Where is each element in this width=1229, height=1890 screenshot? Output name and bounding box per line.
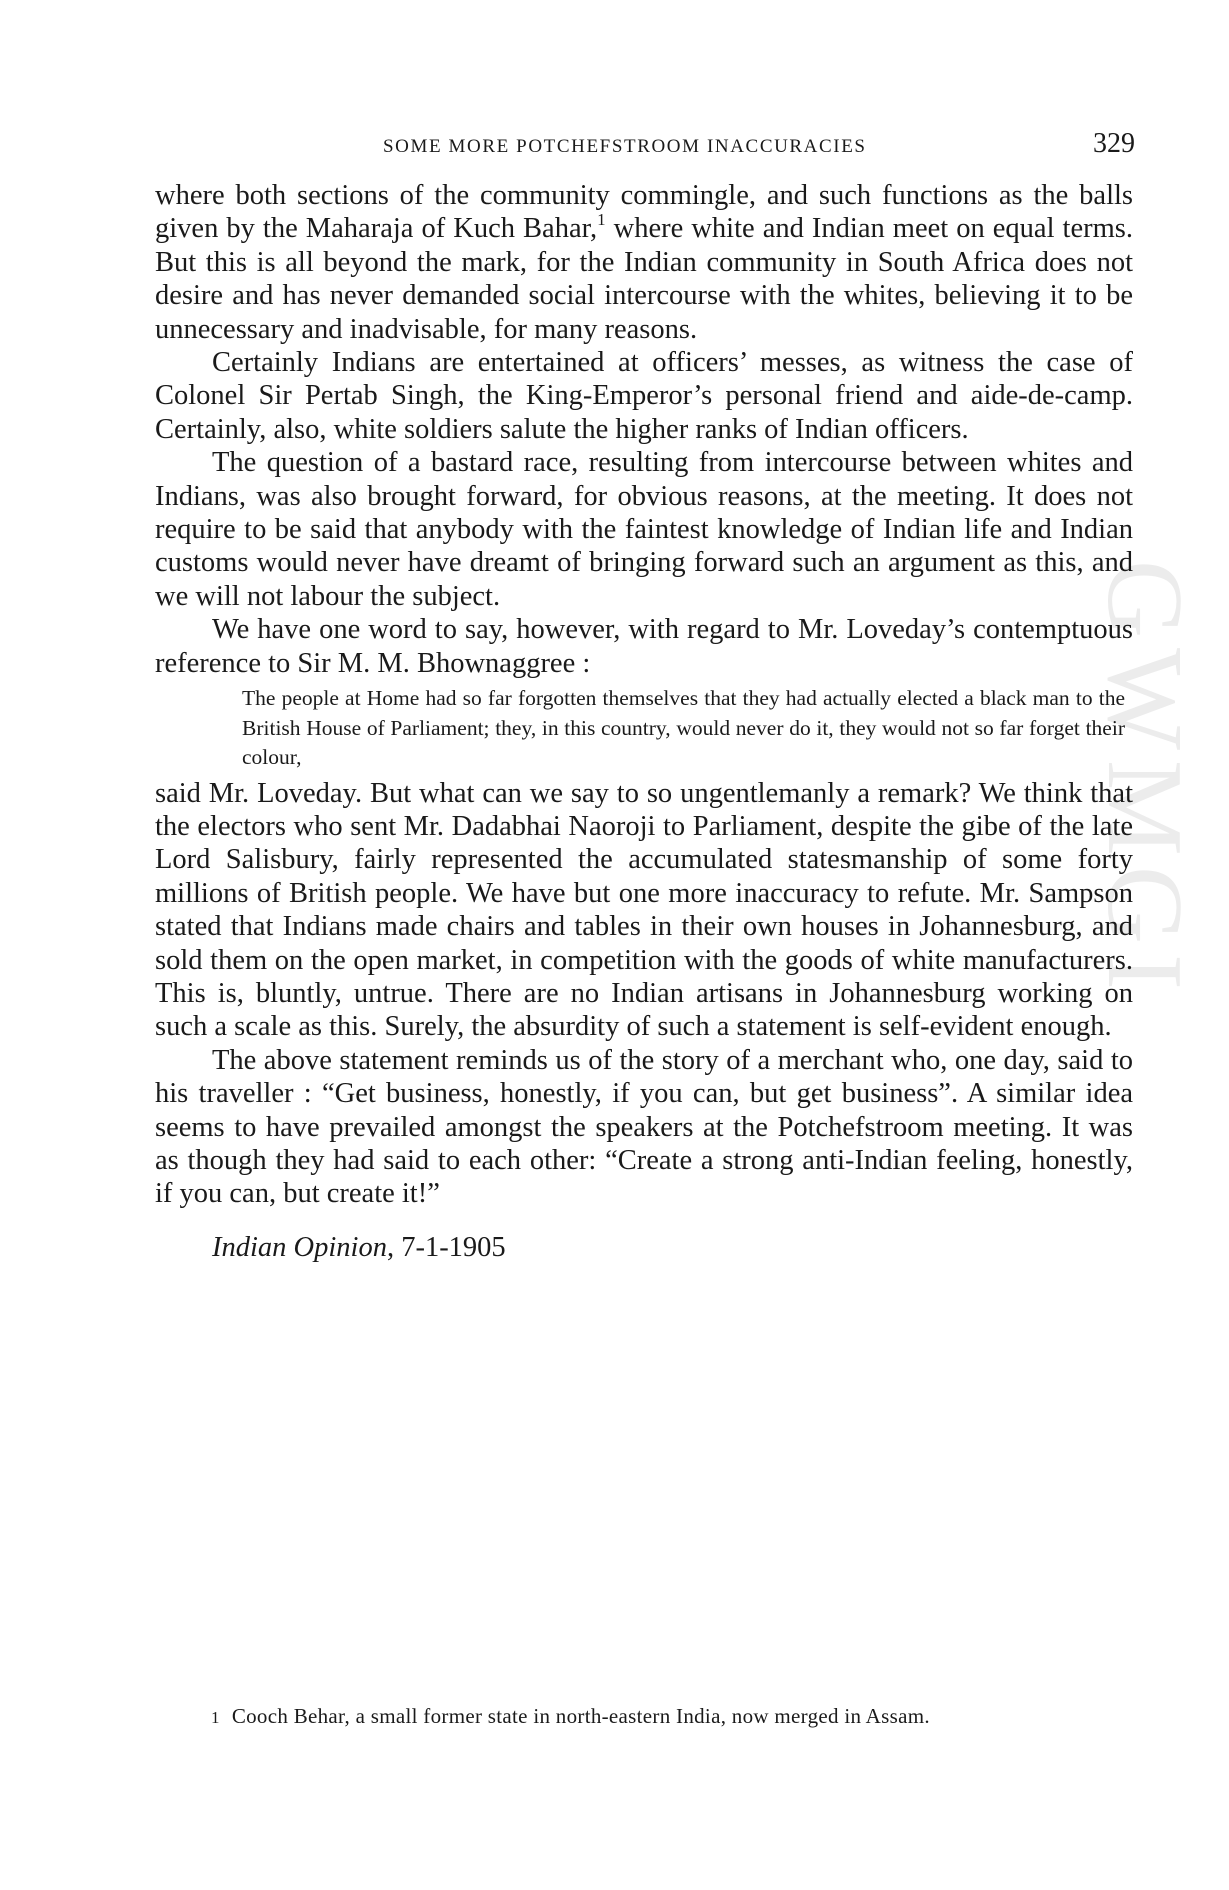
watermark: GWMGI — [1085, 560, 1204, 1000]
paragraph: said Mr. Loveday. But what can we say to so ungentlemanly a remark? We think that the electors who sent Mr. Dadabhai Naoroji to Parliament, despite the gibe of the late Lord Salisbury, fairly represented the accumulated statesmanship of some forty millions of British people. We have but one more inaccuracy to refute. Mr. Sampson stated that Indians made chairs and tables in their own houses in Johannesburg, and sold them on the open market, in competition with the goods of white manufacturers. This is, bluntly, untrue. There are no Indian artisans in Johannesburg working on such a scale as this. Surely, the absurdity of such a statement is self-evident enough. — [155, 777, 1133, 1043]
footnote-text: Cooch Behar, a small former state in north-eastern India, now merged in Assam. — [231, 1704, 930, 1728]
page-header — [155, 128, 1135, 168]
block-quote: The people at Home had so far forgotten themselves that they had actually elected a black man to the British House of Parliament; they, in this country, would never do it, they would not so far forget their colour, — [242, 686, 1125, 770]
source-citation — [212, 1231, 1133, 1264]
paragraph — [155, 179, 1133, 346]
paragraph: The above statement reminds us of the story of a merchant who, one day, said to his traveller : “Get business, honestly, if you can, but get business”. A similar idea seems to have prevailed amongst the speakers at the Potchefstroom meeting. It was as though they had said to each other: “Create a strong anti-Indian feeling, honestly, if you can, but create it!” — [155, 1044, 1133, 1210]
paragraph: We have one word to say, however, with regard to Mr. Loveday’s contemptuous reference to Sir M. M. Bhownaggree : — [155, 614, 1133, 679]
running-head: SOME MORE POTCHEFSTROOM INACCURACIES — [383, 136, 867, 157]
publication-date: 7-1-1905 — [401, 1231, 506, 1263]
paragraph: The question of a bastard race, resulting from intercourse between whites and Indians, was also brought forward, for obvious reasons, at the meeting. It does not require to be said that anybody with the faintest knowledge of Indian life and Indian customs would never have dreamt of bringing forward such an argument as this, and we will not labour the subject. — [155, 447, 1133, 612]
paragraph: Certainly Indians are entertained at officers’ messes, as witness the case of Colonel Sir Pertab Singh, the King-Emperor’s personal friend and aide-de-camp. Certainly, also, white soldiers salute the higher ranks of Indian officers. — [155, 347, 1133, 445]
paragraph-text: where both sections of the community commingle, and such functions as the balls given by the Maharaja of Kuch Bahar, — [155, 180, 1133, 245]
article-body — [155, 179, 1133, 1264]
citation-separator: , — [386, 1231, 402, 1263]
footnote-marker: 1 — [211, 1708, 220, 1727]
paragraph-text: where white and Indian meet on equal terms. But this is all beyond the mark, for the Indian community in South Africa does not desire and has never demanded social intercourse with the whites, believing it to be unnecessary and inadvisable, for many reasons. — [155, 213, 1133, 345]
footnote-reference[interactable]: 1 — [597, 210, 606, 230]
page-number: 329 — [1093, 128, 1135, 159]
publication-title: Indian Opinion — [212, 1231, 387, 1263]
footnote — [211, 1704, 930, 1729]
